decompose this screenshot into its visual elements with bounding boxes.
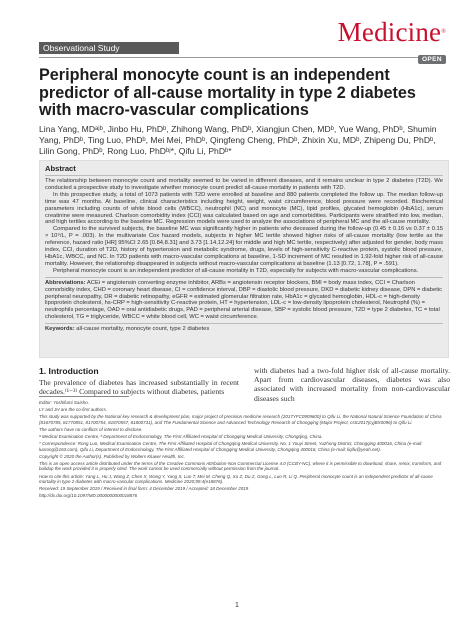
footnote-license: This is an open access article distributed under the terms of the Creative Commons Attribution-Non Commercial License 4.0 (CCBY-NC), where it is permissible to download, share, remix, transform, and buildup the work provided it is properly cited. The work cannot be used commercially without permission from the journal.: [39, 460, 442, 472]
footnote-coi: The authors have no conflicts of interest to disclose.: [39, 426, 143, 432]
intro-text-right: with diabetes had a two-fold higher risk of all-cause mortality. Apart from cardiovascular diseases, diabetes was also associated with increased mortality from non-cardiovascular diseases such: [254, 366, 450, 403]
intro-heading: 1. Introduction: [39, 366, 99, 376]
journal-brand: [338, 18, 446, 46]
footnote-rule: [39, 396, 129, 397]
abstract-divider: [45, 277, 443, 278]
open-access-badge: OPEN: [418, 55, 446, 64]
header-rule: [39, 57, 419, 58]
author-list: Lina Yang, MDᵃʲᵇ, Jinbo Hu, PhDᵇ, Zhihong Wang, PhDᵇ, Xiangjun Chen, MDᵇ, Yue Wang, PhDᵇ, Shumin Yang, PhDᵇ, Ting Luo, PhDᵇ, Mei Mei, PhDᵇ, Qingfeng Cheng, PhDᵇ, Zhixin Xu, MDᵇ, Zhipeng Du, PhDᵇ, Lilin Gong, PhDᵇ, Rong Luo, PhDᵇʲ*, Qifu Li, PhDᵇ*: [39, 124, 437, 156]
journal-logo: Medicine®: [337, 17, 446, 47]
footnote-citation: How to cite this article: Yang L, Hu J, Wang Z, Chen X, Wang Y, Yang S, Luo T, Mei M, Cheng Q, Xu Z, Du Z, Gong L, Luo R, Li Q. Peripheral monocyte count is an independent predictor of all-cause mortality in type 2 diabetes with macro-vascular complications. Medicine 2020;99:4(e18876).: [39, 473, 433, 485]
intro-column-left: [39, 366, 239, 396]
footnote-doi[interactable]: http://dx.doi.org/10.1097/MD.0000000000018876: [39, 493, 138, 499]
article-title: Peripheral monocyte count is an independent predictor of all-cause mortality in type 2 diabetes with macro-vascular complications: [39, 66, 416, 119]
footnote-copyright: Copyright © 2020 the Author(s). Published by Wolters Kluwer Health, Inc.: [39, 453, 185, 459]
abstract-paragraph: The relationship between monocyte count and mortality seemed to be varied in different diseases, and it remains unclear in type 2 diabetes (T2D). We conducted a prospective study to investigate whether monocyte count predict all-cause mortality in patients with T2D.: [45, 178, 443, 191]
footnotes: [39, 396, 449, 500]
abbreviations: Abbreviations: ACEi = angiotensin converting enzyme inhibitor, ARBs = angiotensin receptor blockers, BMI = body mass index, CCI = Charlson comorbidity index, CHD = coronary heart disease, CI = confidence interval, DBP = diastolic blood pressure, DKD = diabetic kidney disease, DPN = diabetic peripheral neuropathy, DR = diabetic retinopathy, eGFR = estimated glomerular filtration rate, HbA1c = glycated hemoglobin, HDL-c = high-density lipoprotein cholesterol, hs-CRP = high-sensitivity C-reactive protein, HT = hypertension, LDL-c = low-density lipoprotein cholesterol, Neutrophil (%) = neutrophils percentage, OAD = oral antidiabetic drugs, PAD = peripheral arterial disease, SBP = systolic blood pressure, T2D = type 2 diabetes, TC = total cholesterol, TG = triglyceride, WBCC = white blood cell, WC = waist circumference.: [45, 279, 443, 321]
abstract-divider: [45, 323, 443, 324]
abstract-paragraph: In this prospective study, a total of 1073 patients with T2D were enrolled at baseline and 880 patients completed the follow up. The median follow-up time was 47 months. At baseline, clinical characteristics including height, weight, waist circumference, blood pressure were recorded. Biochemical parameters including counts of white blood cells (WBCC), neutrophil (NC) and monocyte (MC), lipid profiles, glycated hemoglobin (HbA1c), serum creatinine were measured. Charlson comorbidity index (CCI) was calculated based on age and comorbidities. Participants were stratified into low, median, and high tertiles according to the baseline MC. Regression models were used to analyze the associations of peripheral MC and the all-cause mortality.: [45, 191, 443, 226]
keywords: Keywords: all-cause mortality, monocyte count, type 2 diabetes: [45, 326, 210, 333]
page-number: 1: [235, 602, 239, 609]
section-label: Observational Study: [43, 43, 120, 53]
abstract-paragraph: Peripheral monocyte count is an independent predictor of all-cause mortality in T2D, especially for subjects with macro-vascular complications.: [53, 267, 419, 274]
footnote-correspondence: * Correspondence: Rong Luo, Medical Examination Centre, The First Affiliated Hospital of Chongqing Medical University, No. 1 Youyi Street, Yuzhong District, Chongqing 400016, China (e-mail: luorong@163.com), Qifu Li, Department of Endocrinology, The First Affiliated Hospital of Chongqing Medical University, Chongqing 400016, China (e-mail: liqifu@yeah.net).: [39, 441, 423, 452]
footnote-funding: This study was supported by the National key research & development plan, major project of precision medicine research (2017YFC0909600) to Qifu Li, the National Natural Science Foundation of China (81670785, 81770851, 81700754, 81870557, 81800731), and The Fundamental Science and Advanced Technology Research of Chongqing (Major Project, cstc2017jcyjBX0096) to Qifu Li.: [39, 414, 442, 425]
footnote-editor: Editor: Yoshifumi Saisho.: [39, 400, 89, 405]
abstract-box: [39, 160, 449, 358]
footnote-cofirst: LY and JH are the co-first authors.: [39, 407, 108, 413]
intro-text-left: The prevalence of diabetes has increased substantially in recent decades.⁽¹⁻³⁾ Compared to subjects without diabetes, patients: [39, 378, 239, 397]
abstract-divider: [45, 175, 443, 176]
abstract-heading: Abstract: [45, 164, 76, 173]
footnote-dates: Received: 19 September 2019 / Received in final form: 4 December 2019 / Accepted: 18 December 2019: [39, 486, 249, 492]
abstract-paragraph: Compared to the survived subjects, the baseline MC was significantly higher in patients who deceased during the follow-up (0.45 ± 0.16 vs 0.37 ± 0.15 × 10⁹/L, P = .003). In the multivariate Cox hazard models, subjects in higher MC tertile showed higher risks of all-cause mortality (low tertile as the reference, hazard ratio [HR] 95%CI 2.65 [0.84,8.31] and 3.73 [1.14,12.24] for middle and high MC tertile, respectively) after adjusted for gender, body mass index, CCI, duration of T2D, history of hypertension and metabolic syndrome, drugs, levels of high-sensitivity C-reactive protein, systolic blood pressure, HbA1c, WBCC, and NC. In T2D patients with macro-vascular complications at baseline, 1-SD increment of MC resulted in 1.92-fold higher risk of all-cause mortality. However, the relationship disappeared in subjects without macro-vascular complications at baseline (1.13 [0.72, 1.78], P = .591).: [45, 226, 443, 267]
section-label-bar: [39, 42, 179, 54]
footnote-affiliations: ᵃ Medical Examination Centre, ᵇ Department of Endocrinology, The First Affiliated Hospital of Chongqing Medical University, Chongqing, China.: [39, 433, 323, 439]
